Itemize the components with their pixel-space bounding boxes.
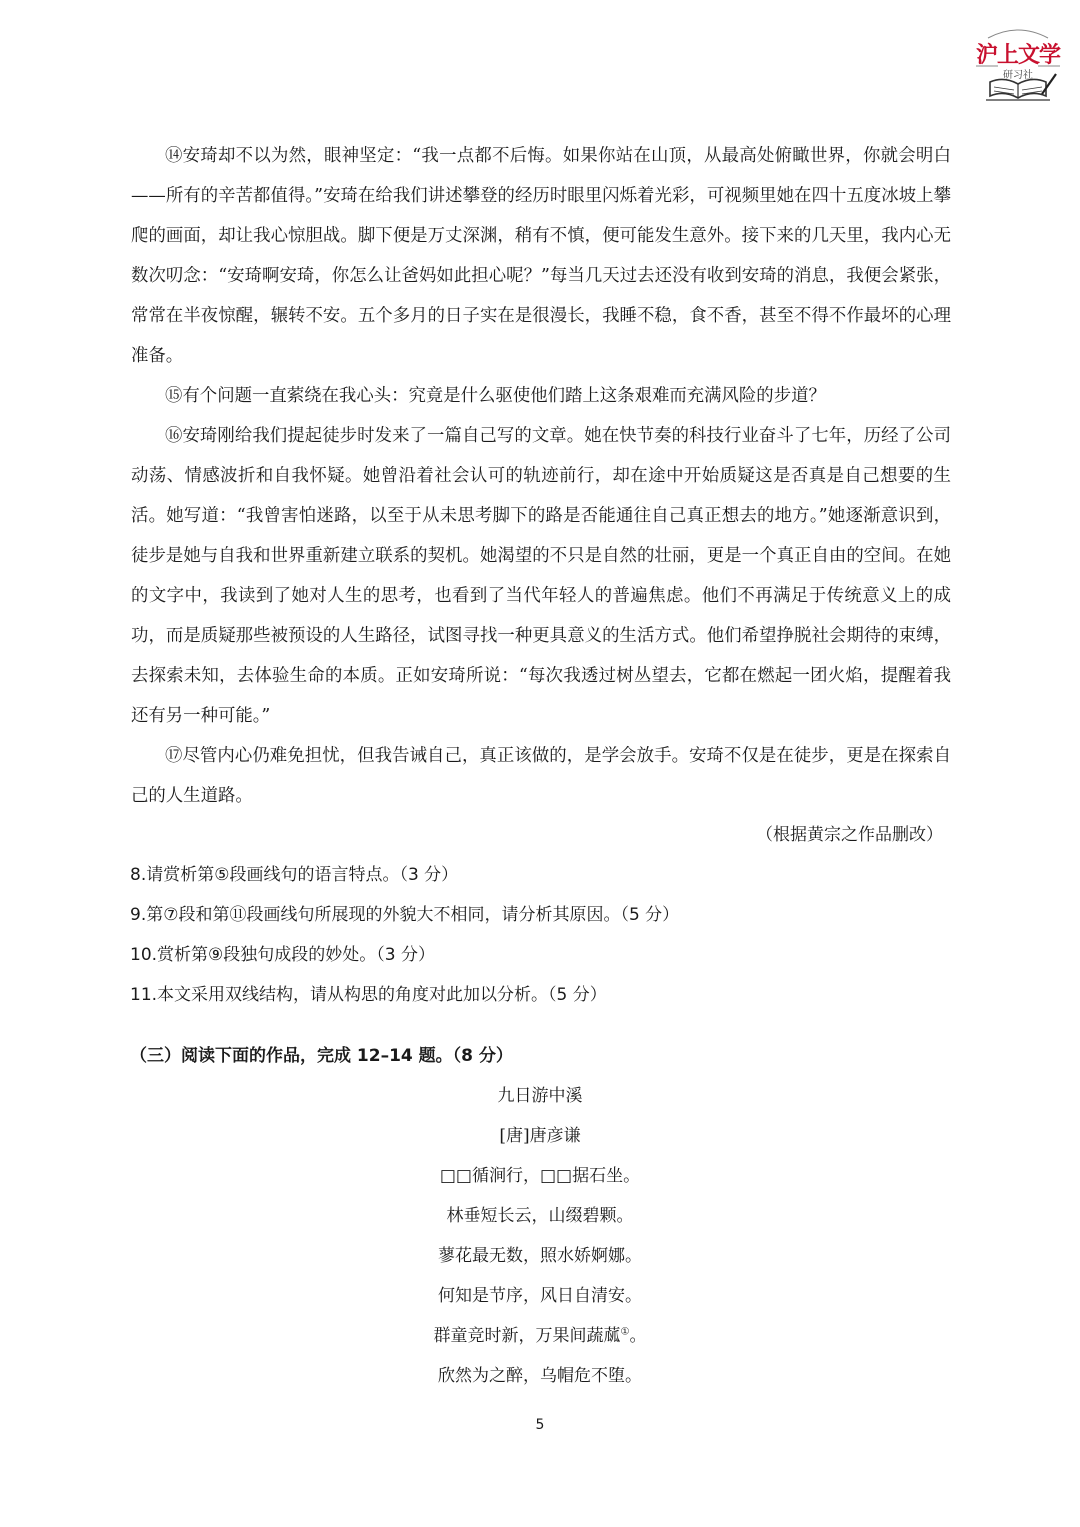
poem-line: □□循涧行，□□据石坐。 bbox=[439, 1166, 641, 1186]
article-body bbox=[131, 136, 951, 816]
question-9: 9.第⑦段和第⑪段画线句所展现的外貌大不相同，请分析其原因。（5 分） bbox=[130, 905, 680, 925]
section-3-heading: （三）阅读下面的作品，完成 12–14 题。（8 分） bbox=[130, 1046, 513, 1066]
poem bbox=[340, 1076, 740, 1396]
paragraph-text: 尽管内心仍难免担忧，但我告诫自己，真正该做的，是学会放手。安琦不仅是在徒步，更是在探索自己的人生道路。 bbox=[131, 746, 951, 806]
logo-subtitle: 研习社 bbox=[1003, 70, 1033, 81]
poem-line: 欣然为之醉，乌帽危不堕。 bbox=[438, 1366, 642, 1386]
poem-line-footnoted: 群童竞时新，万果间蔬蓏①。 bbox=[433, 1326, 647, 1346]
publisher-logo bbox=[968, 24, 1068, 104]
poem-author: [唐]唐彦谦 bbox=[499, 1126, 581, 1146]
paragraph-number: ⑭ bbox=[165, 146, 183, 166]
poem-title: 九日游中溪 bbox=[497, 1086, 583, 1106]
article-source: （根据黄宗之作品删改） bbox=[756, 825, 943, 845]
question-10: 10.赏析第⑨段独句成段的妙处。（3 分） bbox=[130, 945, 435, 965]
footnote-marker: ① bbox=[620, 1326, 630, 1338]
paragraph-text: 安琦却不以为然，眼神坚定：“我一点都不后悔。如果你站在山顶，从最高处俯瞰世界，你就会明白——所有的辛苦都值得。”安琦在给我们讲述攀登的经历时眼里闪烁着光彩，可视频里她在四十五度冰坡上攀爬的画面，却让我心惊胆战。脚下便是万丈深渊，稍有不慎，便可能发生意外。接下来的几天里，我内心无数次叨念：“安琦啊安琦，你怎么让爸妈如此担心呢？”每当几天过去还没有收到安琦的消息，我便会紧张，常常在半夜惊醒，辗转不安。五个多月的日子实在是很漫长，我睡不稳，食不香，甚至不得不作最坏的心理准备。 bbox=[131, 146, 951, 366]
question-list bbox=[130, 855, 950, 1015]
page-number: 5 bbox=[535, 1417, 545, 1433]
poem-line: 蓼花最无数，照水娇婀娜。 bbox=[438, 1246, 642, 1266]
paragraph-17 bbox=[131, 736, 951, 816]
question-11: 11.本文采用双线结构，请从构思的角度对此加以分析。（5 分） bbox=[130, 985, 607, 1005]
paragraph-number: ⑮ bbox=[165, 386, 183, 406]
paragraph-15 bbox=[131, 376, 951, 416]
poem-line: 何知是节序，风日自清安。 bbox=[438, 1286, 642, 1306]
question-8: 8.请赏析第⑤段画线句的语言特点。（3 分） bbox=[130, 865, 459, 885]
paragraph-number: ⑰ bbox=[165, 746, 183, 766]
paragraph-text: 安琦刚给我们提起徒步时发来了一篇自己写的文章。她在快节奏的科技行业奋斗了七年，历经了公司动荡、情感波折和自我怀疑。她曾沿着社会认可的轨迹前行，却在途中开始质疑这是否真是自己想要的生活。她写道：“我曾害怕迷路，以至于从未思考脚下的路是否能通往自己真正想去的地方。”她逐渐意识到，徒步是她与自我和世界重新建立联系的契机。她渴望的不只是自然的壮丽，更是一个真正自由的空间。在她的文字中，我读到了她对人生的思考，也看到了当代年轻人的普遍焦虑。他们不再满足于传统意义上的成功，而是质疑那些被预设的人生路径，试图寻找一种更具意义的生活方式。他们希望挣脱社会期待的束缚，去探索未知，去体验生命的本质。正如安琦所说：“每次我透过树丛望去，它都在燃起一团火焰，提醒着我还有另一种可能。” bbox=[131, 426, 951, 726]
poem-line: 群童竞时新，万果间蔬蓏 bbox=[433, 1326, 621, 1346]
paragraph-number: ⑯ bbox=[165, 426, 183, 446]
paragraph-text: 有个问题一直萦绕在我心头：究竟是什么驱使他们踏上这条艰难而充满风险的步道？ bbox=[182, 386, 826, 406]
logo-title: 沪上文学 bbox=[975, 42, 1060, 68]
poem-line: 林垂短长云，山缀碧颗。 bbox=[446, 1206, 634, 1226]
paragraph-16 bbox=[131, 416, 951, 736]
paragraph-14 bbox=[131, 136, 951, 376]
